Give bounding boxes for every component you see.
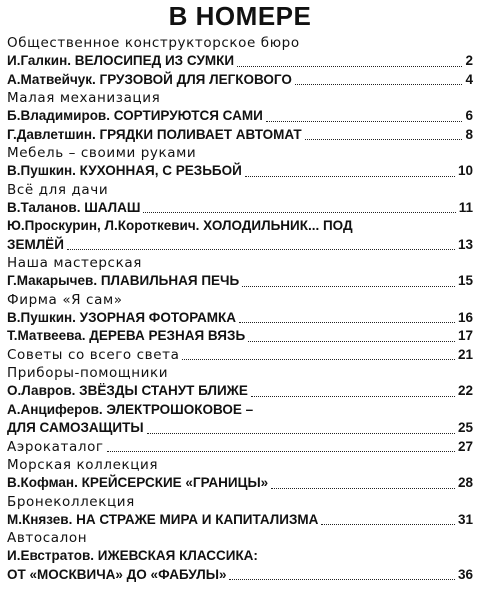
- page-title: В НОМЕРЕ: [168, 1, 312, 31]
- dot-leader: [271, 488, 455, 489]
- dot-leader: [266, 121, 463, 122]
- section-heading: Мебель – своими руками: [7, 145, 197, 161]
- entry-line: [7, 236, 473, 255]
- dot-leader: [245, 176, 455, 177]
- entry-title: Б.Владимиров. СОРТИРУЮТСЯ САМИ: [7, 108, 263, 123]
- dot-leader: [143, 212, 455, 213]
- entry-line: [7, 419, 473, 438]
- section-heading: Малая механизация: [7, 90, 161, 106]
- toc-entry[interactable]: [7, 309, 473, 328]
- dot-leader: [182, 359, 454, 360]
- entry-title: ОТ «МОСКВИЧА» ДО «ФАБУЛЫ»: [7, 566, 227, 582]
- page-number: 21: [457, 346, 473, 362]
- section-heading: Морская коллекция: [7, 457, 159, 473]
- toc-entry[interactable]: [7, 217, 473, 254]
- page-number: 10: [457, 163, 473, 178]
- toc-entry[interactable]: [7, 474, 473, 493]
- dot-leader: [305, 139, 463, 140]
- entry-title: В.Таланов. ШАЛАШ: [7, 199, 141, 215]
- page-number: 6: [465, 108, 473, 123]
- dot-leader: [237, 66, 462, 67]
- section-heading: Общественное конструкторское бюро: [7, 35, 300, 51]
- page-number: 25: [457, 420, 473, 435]
- dot-leader: [321, 524, 455, 525]
- section-heading: Бронеколлекция: [7, 493, 135, 510]
- toc-entry[interactable]: [7, 547, 473, 584]
- section-heading: Фирма «Я сам»: [7, 291, 123, 308]
- section-heading-with-page[interactable]: [7, 346, 473, 365]
- page-number: 36: [457, 566, 473, 582]
- entry-line: [7, 566, 473, 585]
- entry-title: О.Лавров. ЗВЁЗДЫ СТАНУТ БЛИЖЕ: [7, 383, 248, 398]
- dot-leader: [147, 433, 455, 434]
- entry-title: И.Евстратов. ИЖЕВСКАЯ КЛАССИКА:: [7, 548, 258, 563]
- toc-entry[interactable]: [7, 126, 473, 145]
- toc-entry[interactable]: [7, 199, 473, 218]
- page-number: 28: [457, 475, 473, 490]
- section-heading: Аэрокаталог: [7, 439, 104, 455]
- entry-line: [7, 217, 473, 236]
- entry-line: [7, 401, 473, 420]
- toc-entry[interactable]: [7, 107, 473, 126]
- entry-title: М.Князев. НА СТРАЖЕ МИРА И КАПИТАЛИЗМА: [7, 511, 319, 527]
- page-number: 16: [457, 309, 473, 325]
- page-number: 22: [457, 383, 473, 398]
- section-heading: Всё для дачи: [7, 181, 109, 198]
- entry-line: [7, 547, 473, 566]
- entry-title: Г.Макарычев. ПЛАВИЛЬНАЯ ПЕЧЬ: [7, 273, 240, 288]
- page-number: 31: [457, 511, 473, 527]
- toc-entry[interactable]: [7, 162, 473, 181]
- page-number: 15: [457, 273, 473, 288]
- toc-entry[interactable]: [7, 401, 473, 438]
- dot-leader: [242, 286, 455, 287]
- page-number: 2: [465, 53, 473, 68]
- dot-leader: [107, 451, 455, 452]
- page-number: 27: [457, 438, 473, 454]
- section-heading: Советы со всего света: [7, 347, 180, 363]
- toc-entry[interactable]: [7, 327, 473, 346]
- section-heading-with-page[interactable]: [7, 438, 473, 457]
- entry-title: А.Матвейчук. ГРУЗОВОЙ ДЛЯ ЛЕГКОВОГО: [7, 71, 292, 87]
- entry-title: В.Пушкин. УЗОРНАЯ ФОТОРАМКА: [7, 309, 237, 325]
- page-number: 4: [465, 71, 473, 87]
- dot-leader: [251, 396, 455, 397]
- entry-title: Т.Матвеева. ДЕРЕВА РЕЗНАЯ ВЯЗЬ: [7, 328, 246, 343]
- dot-leader: [295, 84, 463, 85]
- entry-title: В.Кофман. КРЕЙСЕРСКИЕ «ГРАНИЦЫ»: [7, 475, 269, 490]
- page-number: 11: [458, 199, 473, 215]
- dot-leader: [248, 341, 455, 342]
- entry-title: ЗЕМЛЁЙ: [7, 236, 64, 252]
- page-number: 13: [457, 236, 473, 252]
- table-of-contents: [7, 34, 473, 584]
- toc-entry[interactable]: [7, 382, 473, 401]
- section-heading: Приборы-помощники: [7, 365, 169, 381]
- entry-title: Ю.Проскурин, Л.Короткевич. ХОЛОДИЛЬНИК... ПОД: [7, 218, 353, 233]
- entry-title: ДЛЯ САМОЗАЩИТЫ: [7, 420, 144, 435]
- section-heading: Наша мастерская: [7, 255, 142, 271]
- entry-title: В.Пушкин. КУХОННАЯ, С РЕЗЬБОЙ: [7, 163, 242, 178]
- toc-entry[interactable]: [7, 511, 473, 530]
- entry-title: Г.Давлетшин. ГРЯДКИ ПОЛИВАЕТ АВТОМАТ: [7, 126, 302, 142]
- page-number: 17: [457, 328, 473, 343]
- entry-title: И.Галкин. ВЕЛОСИПЕД ИЗ СУМКИ: [7, 53, 235, 68]
- toc-entry[interactable]: [7, 71, 473, 90]
- page-number: 8: [465, 126, 473, 142]
- toc-entry[interactable]: [7, 52, 473, 71]
- dot-leader: [229, 579, 455, 580]
- dot-leader: [239, 322, 455, 323]
- entry-title: А.Анциферов. ЭЛЕКТРОШОКОВОЕ –: [7, 401, 254, 417]
- toc-entry[interactable]: [7, 272, 473, 291]
- dot-leader: [67, 249, 455, 250]
- section-heading: Автосалон: [7, 530, 88, 546]
